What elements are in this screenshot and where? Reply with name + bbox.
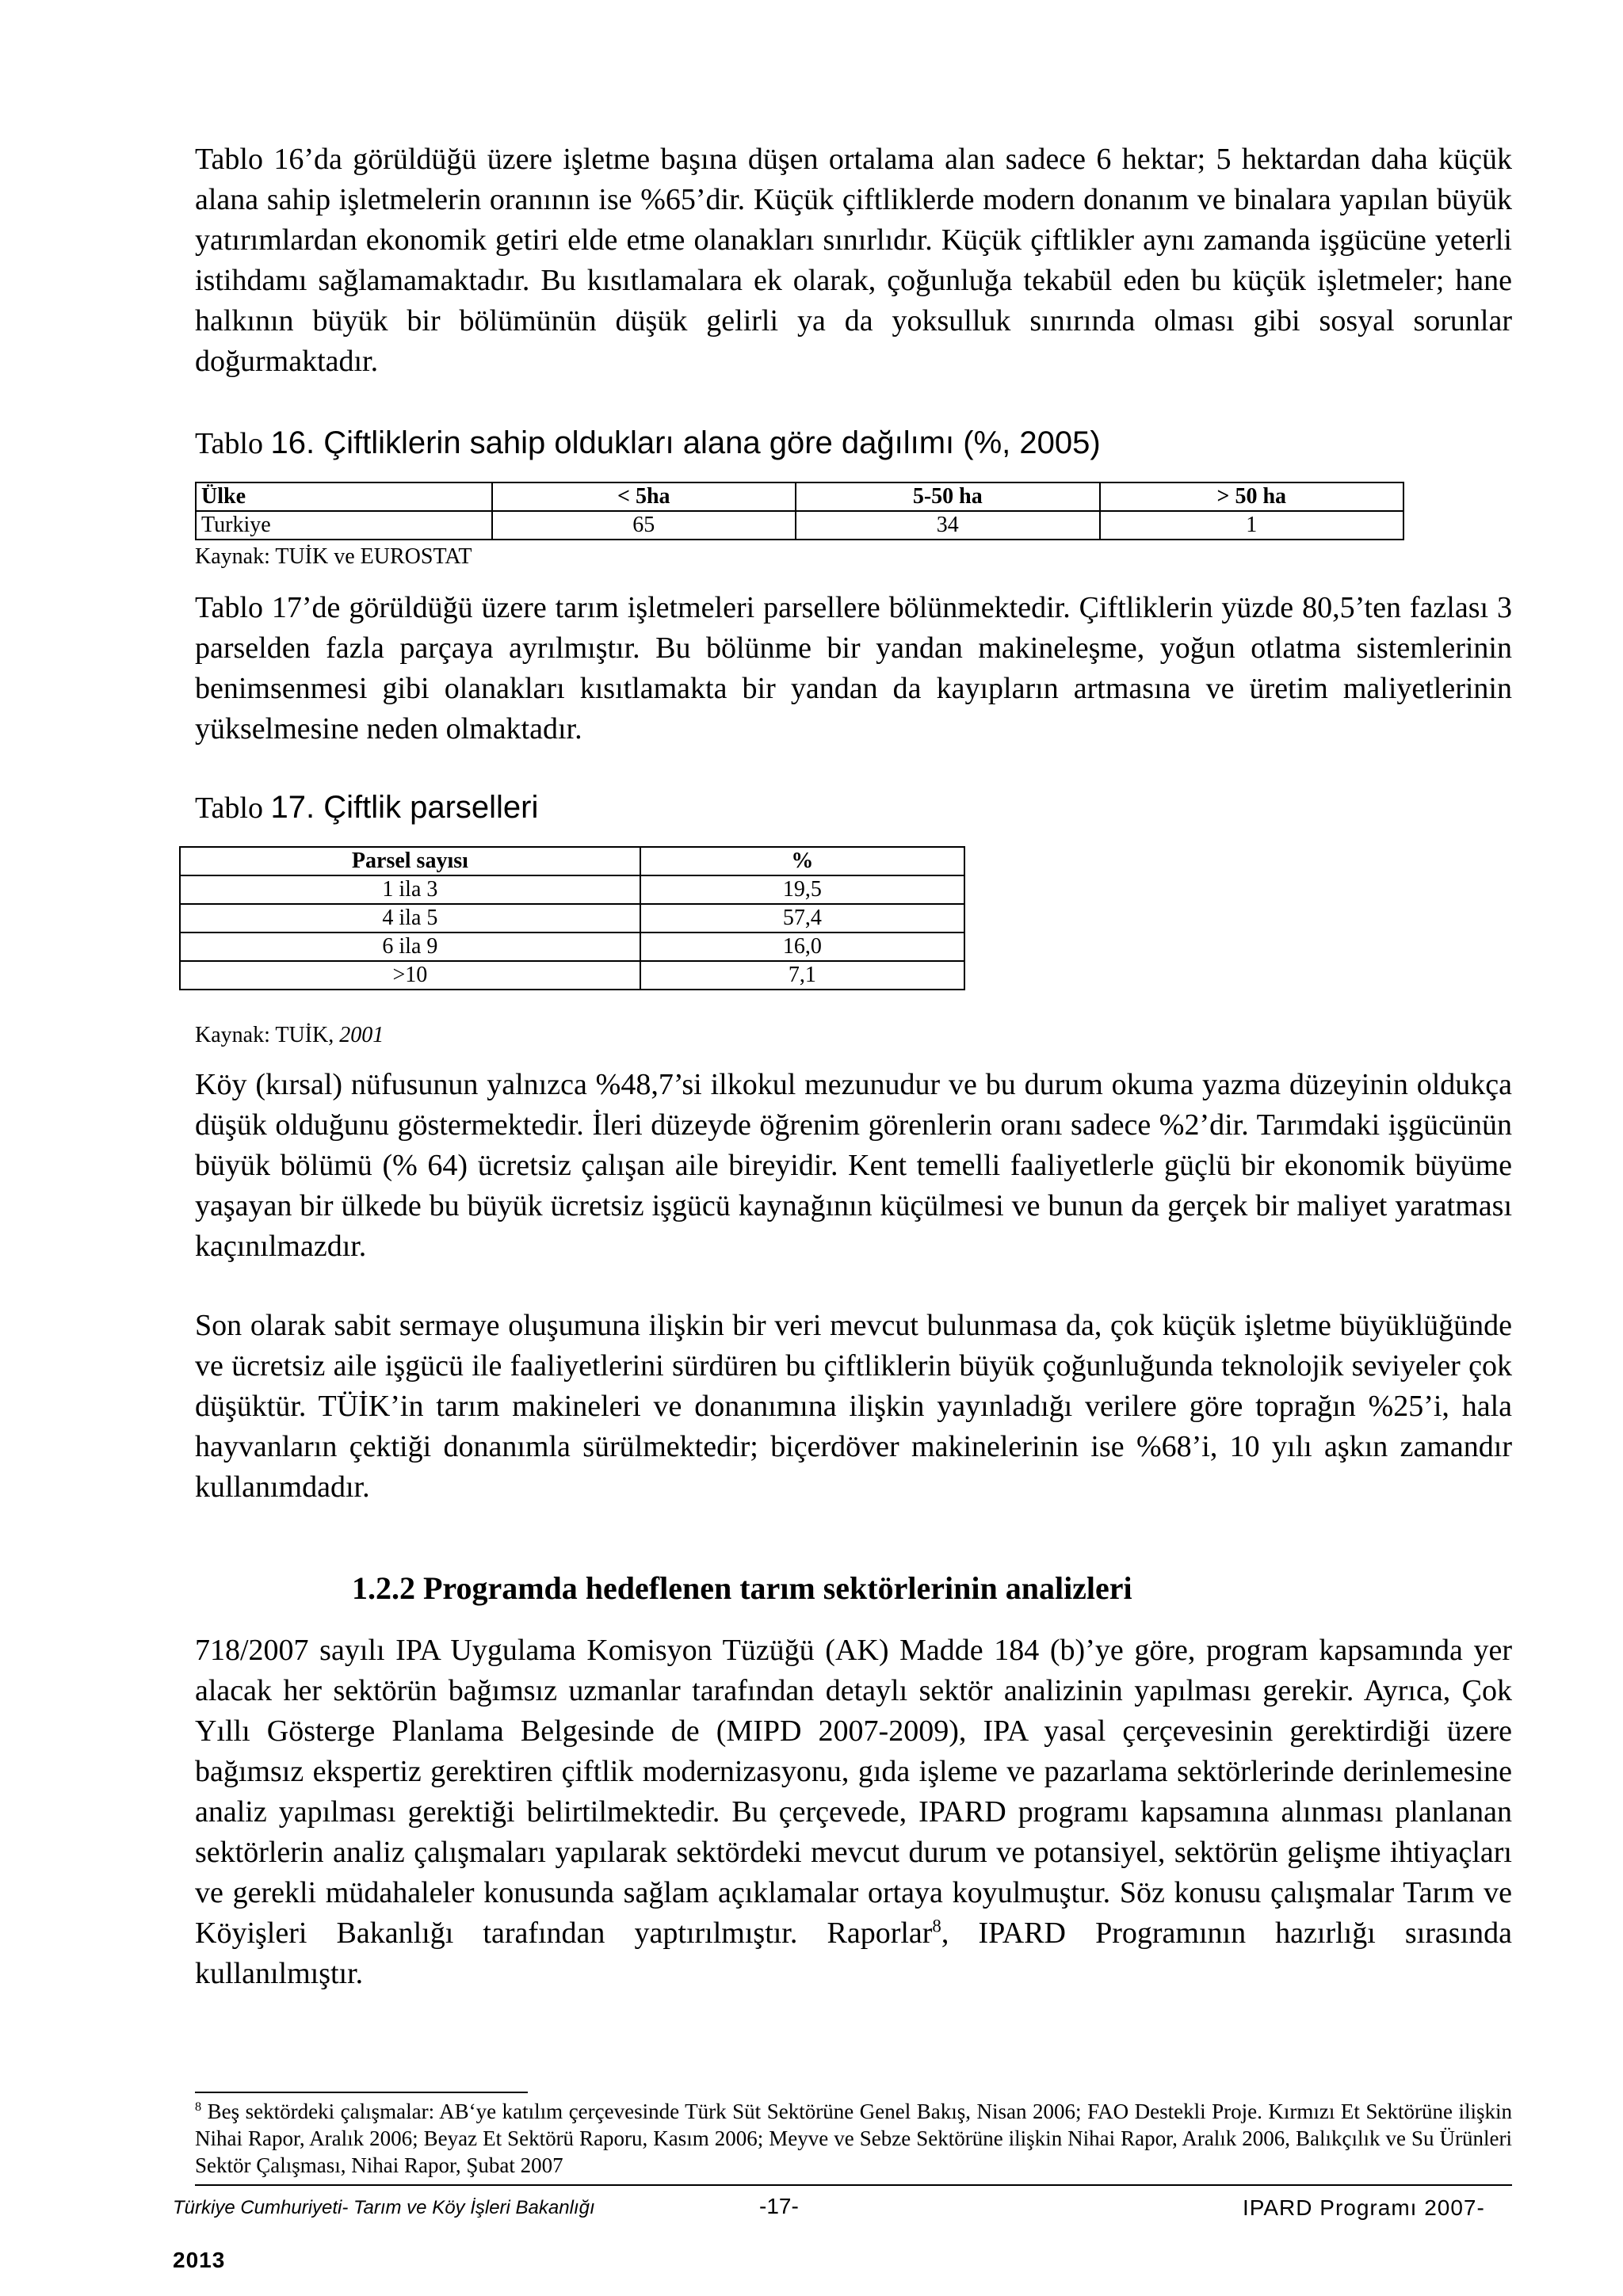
table16-header-lt5: < 5ha [492, 482, 796, 511]
table16-cell-5-50: 34 [796, 511, 1099, 540]
table17-caption-title: 17. Çiftlik parselleri [270, 790, 539, 825]
table17-cell-percent: 19,5 [640, 875, 964, 904]
table-row [180, 933, 964, 961]
table16-header-gt50: > 50 ha [1100, 482, 1404, 511]
paragraph-table16-intro: Tablo 16’da görüldüğü üzere işletme başına düşen ortalama alan sadece 6 hektar; 5 hektardan daha küçük alana sahip işletmelerin oranının ise %65’dir. Küçük çiftliklerde modern donanım ve binalara yapılan büyük yatırımlardan ekonomik getiri elde etme olanakları sınırlıdır. Küçük çiftlikler aynı zamanda işgücüne yeterli istihdamı sağlamamaktadır. Bu kısıtlamalara ek olarak, çoğunluğa tekabül eden bu küçük işletmeler; hane halkının büyük bir bölümünün düşük gelirli ya da yoksulluk sınırında olması gibi sosyal sorunlar doğurmaktadır. [195, 143, 1512, 378]
paragraph-sector-analysis-text: 718/2007 sayılı IPA Uygulama Komisyon Tüzüğü (AK) Madde 184 (b)’ye göre, program kapsamında yer alacak her sektörün bağımsız uzmanlar tarafından detaylı sektör analizinin yapılması gerekir. Ayrıca, Çok Yıllı Gösterge Planlama Belgesinde de (MIPD 2007-2009), IPA yasal çerçevesinin gerektirdiği üzere bağımsız ekspertiz gerektiren çiftlik modernizasyonu, gıda işleme ve pazarlama sektörlerinde derinlemesine analiz yapılması gerektiği belirtilmektedir. Bu çerçevede, IPARD programı kapsamına alınması planlanan sektörlerin analiz çalışmaları yapılarak sektördeki mevcut durum ve potansiyel, sektörün gelişme ihtiyaçları ve gerekli müdahaleler konusunda sağlam açıklamalar ortaya koyulmuştur. Söz konusu çalışmalar Tarım ve Köyişleri Bakanlığı tarafından yaptırılmıştır. Raporlar [195, 1634, 1512, 1950]
table17-source [195, 1022, 384, 1049]
footnote-reference[interactable]: 8 [932, 1916, 941, 1936]
footer-program: IPARD Programı 2007- [1243, 2195, 1485, 2220]
footer-ministry: Türkiye Cumhuriyeti- Tarım ve Köy İşleri Bakanlığı [173, 2197, 595, 2218]
paragraph-sector-analysis-end: , IPARD Programının hazırlığı sırasında kullanılmıştır. [195, 1917, 1512, 1990]
table16-caption [195, 423, 1101, 463]
table17-cell-percent: 7,1 [640, 961, 964, 990]
table16-cell-country: Turkiye [196, 511, 492, 540]
table-row [180, 961, 964, 990]
paragraph-sector-analysis [195, 1630, 1512, 1994]
table17-source-year: 2001 [339, 1023, 384, 1047]
table16-source: Kaynak: TUİK ve EUROSTAT [195, 544, 472, 569]
table17-cell-parcels: 6 ila 9 [180, 933, 640, 961]
paragraph-education: Köy (kırsal) nüfusunun yalnızca %48,7’si ilkokul mezunudur ve bu durum okuma yazma düzeyinin oldukça düşük olduğunu göstermektedir. İleri düzeyde öğrenim görenlerin oranı sadece %2’dir. Tarımdaki işgücünün büyük bölümü (% 64) ücretsiz çalışan aile bireyidir. Kent temelli faaliyetlerle güçlü bir ekonomik büyüme yaşayan bir ülkede bu büyük ücretsiz işgücü kaynağının küçülmesi ve bunun da gerçek bir maliyet yaratması kaçınılmazdır. [195, 1068, 1512, 1263]
footnote-text: Beş sektördeki çalışmalar: AB‘ye katılım çerçevesinde Türk Süt Sektörüne Genel Bakış, Nisan 2006; FAO Destekli Proje. Kırmızı Et Sektörüne ilişkin Nihai Rapor, Aralık 2006; Beyaz Et Sektörü Raporu, Kasım 2006; Meyve ve Sebze Sektörüne ilişkin Nihai Rapor, Aralık 2006, Balıkçılık ve Su Ürünleri Sektör Çalışması, Nihai Rapor, Şubat 2007 [195, 2100, 1512, 2177]
footer-year: 2013 [173, 2248, 226, 2272]
table16-cell-gt50: 1 [1100, 511, 1404, 540]
footnote [195, 2098, 1512, 2179]
table17-cell-parcels: 1 ila 3 [180, 875, 640, 904]
table-row [180, 904, 964, 933]
table16-header-row [196, 482, 1403, 511]
table16 [195, 482, 1404, 540]
paragraph-table17-intro: Tablo 17’de görüldüğü üzere tarım işletmeleri parsellere bölünmektedir. Çiftliklerin yüzde 80,5’ten fazlası 3 parselden fazla parçaya ayrılmıştır. Bu bölünme bir yandan makineleşme, yoğun otlatma sistemlerinin benimsenmesi gibi olanakları kısıtlamakta bir yandan da kayıpların artmasına ve üretim maliyetlerinin yükselmesine neden olmaktadır. [195, 591, 1512, 746]
table17-cell-parcels: 4 ila 5 [180, 904, 640, 933]
table17-source-text: Kaynak: TUİK, [195, 1023, 340, 1047]
table16-header-5-50: 5-50 ha [796, 482, 1099, 511]
table17-caption-lead: Tablo [195, 791, 271, 825]
table-row [196, 511, 1403, 540]
table17-cell-percent: 16,0 [640, 933, 964, 961]
table17-header-percent: % [640, 847, 964, 875]
footnote-divider [195, 2092, 528, 2093]
table17-header-row [180, 847, 964, 875]
footnote-number: 8 [195, 2100, 202, 2114]
page-number: -17- [759, 2194, 799, 2218]
table-row [180, 875, 964, 904]
table17-cell-percent: 57,4 [640, 904, 964, 933]
table16-header-country: Ülke [196, 482, 492, 511]
table17-caption [195, 788, 538, 828]
table17 [179, 846, 965, 990]
table17-cell-parcels: >10 [180, 961, 640, 990]
table16-caption-lead: Tablo [195, 427, 271, 460]
table16-cell-lt5: 65 [492, 511, 796, 540]
table16-caption-title: 16. Çiftliklerin sahip oldukları alana göre dağılımı (%, 2005) [270, 425, 1101, 460]
paragraph-fixed-capital: Son olarak sabit sermaye oluşumuna ilişkin bir veri mevcut bulunmasa da, çok küçük işletme büyüklüğünde ve ücretsiz aile işgücü ile faaliyetlerini sürdüren bu çiftliklerin büyük çoğunluğunda teknolojik seviyeler çok düşüktür. TÜİK’in tarım makineleri ve donanımına ilişkin yayınladığı verilere göre toprağın %25’i, hala hayvanların çektiği donanımla sürülmektedir; biçerdöver makinelerinin ise %68’i, 10 yılı aşkın zamandır kullanımdadır. [195, 1309, 1512, 1504]
table17-header-parcels: Parsel sayısı [180, 847, 640, 875]
section-heading: 1.2.2 Programda hedeflenen tarım sektörlerinin analizleri [352, 1570, 1132, 1606]
footer-divider [195, 2184, 1512, 2186]
